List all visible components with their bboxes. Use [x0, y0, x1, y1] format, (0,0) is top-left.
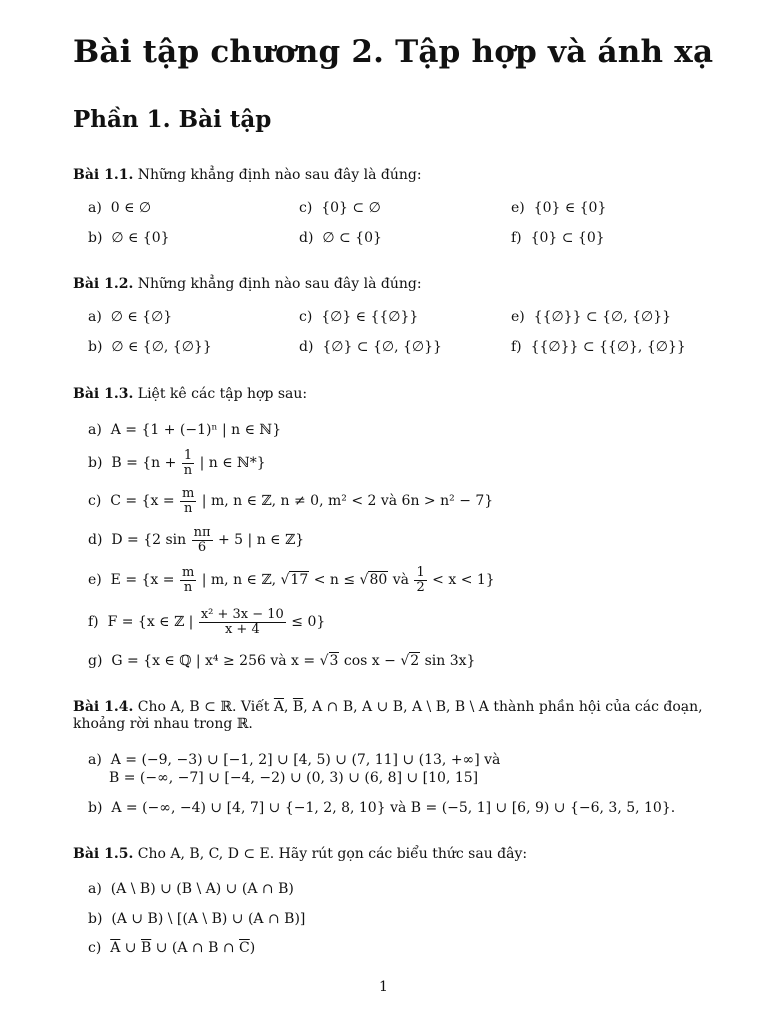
- set-c-lhs: C = {x =: [110, 493, 175, 510]
- fraction-numerator: nπ: [193, 525, 211, 540]
- item-expression: {0} ⊂ {0}: [530, 230, 605, 246]
- complement-b: $\overline{B}$: [140, 940, 152, 956]
- item-label: d): [299, 339, 314, 355]
- closing-paren: ): [249, 940, 256, 956]
- set-e-condition-2: < n ≤ √: [313, 572, 369, 589]
- exercise-label: Bài 1.2.: [73, 276, 134, 292]
- item-expression: {∅} ⊂ {∅, {∅}}: [322, 339, 442, 355]
- item-expression: {{∅}} ⊂ {∅, {∅}}: [533, 309, 672, 325]
- list-item: [88, 339, 212, 355]
- set-e-condition: | m, n ∈ ℤ, √: [201, 572, 290, 589]
- exercise-prompt: Liệt kê các tập hợp sau:: [137, 386, 308, 402]
- exercise-label: Bài 1.3.: [73, 386, 134, 402]
- list-item: [88, 911, 305, 927]
- item-expression: ∅ ⊂ {0}: [322, 230, 382, 246]
- item-label: e): [88, 572, 102, 589]
- complement-c: $\overline{C}$: [239, 940, 250, 956]
- item-label: c): [299, 309, 313, 325]
- item-label: a): [88, 422, 102, 438]
- list-item: [511, 309, 671, 325]
- expression: (A ∪ B) \ [(A \ B) ∪ (A ∩ B)]: [111, 911, 306, 927]
- item-expression: {∅} ∈ {{∅}}: [321, 309, 419, 325]
- item-expression: {0} ⊂ ∅: [321, 200, 381, 216]
- set-c-rhs: | m, n ∈ ℤ, n ≠ 0, m² < 2 và 6n > n² − 7}: [201, 493, 494, 510]
- item-expression: 0 ∈ ∅: [110, 200, 152, 216]
- list-item: [88, 566, 495, 594]
- list-item: [88, 487, 493, 515]
- set-g-rhs: sin 3x}: [424, 653, 476, 669]
- list-item: [88, 449, 266, 477]
- radicand: 3: [329, 653, 339, 669]
- set-e-rhs: < x < 1}: [432, 572, 495, 589]
- list-item: [88, 309, 172, 325]
- interval-b-definition: B = (−∞, −7] ∪ [−4, −2) ∪ (0, 3) ∪ (6, 8] ∪ [10, 15]: [109, 770, 479, 786]
- list-item: [88, 800, 675, 816]
- expression-middle: ∪ (A ∩ B ∩: [151, 940, 240, 956]
- fraction-numerator: m: [182, 486, 195, 501]
- item-label: f): [88, 614, 99, 631]
- set-d-lhs: D = {2 sin: [111, 532, 187, 549]
- item-label: b): [88, 230, 103, 246]
- exercise-1-2: [73, 276, 422, 292]
- item-label: b): [88, 800, 103, 816]
- item-label: e): [511, 309, 525, 325]
- fraction-numerator: x² + 3x − 10: [200, 607, 284, 622]
- list-item: [88, 653, 475, 669]
- list-item-continued: [109, 770, 478, 786]
- exercise-prompt: Cho A, B ⊂ ℝ. Viết: [137, 699, 270, 715]
- set-g-mid: cos x − √: [343, 653, 410, 669]
- section-heading: Phần 1. Bài tập: [73, 106, 272, 133]
- item-label: f): [511, 230, 522, 246]
- item-expression: {0} ∈ {0}: [533, 200, 607, 216]
- list-item: [299, 339, 442, 355]
- list-item: [511, 200, 606, 216]
- exercise-prompt-cont: , A ∩ B, A ∪ B, A \ B, B \ A thành phần hội của các đoạn,: [303, 699, 703, 715]
- fraction-denominator: x + 4: [224, 621, 260, 637]
- union-operator: ∪: [120, 940, 141, 956]
- item-label: a): [88, 309, 102, 325]
- radicand: 2: [410, 653, 420, 669]
- item-expression: {{∅}} ⊂ {{∅}, {∅}}: [530, 339, 686, 355]
- document-title: Bài tập chương 2. Tập hợp và ánh xạ: [73, 34, 714, 70]
- page-number: 1: [379, 979, 388, 995]
- expression: (A \ B) ∪ (B \ A) ∪ (A ∩ B): [110, 881, 294, 897]
- list-item: [511, 230, 605, 246]
- exercise-prompt: Những khẳng định nào sau đây là đúng:: [137, 167, 422, 183]
- list-item: [88, 940, 255, 956]
- list-item: [88, 608, 325, 636]
- item-expression: ∅ ∈ {∅}: [110, 309, 173, 325]
- set-b-rhs: | n ∈ ℕ*}: [199, 455, 266, 472]
- item-label: c): [88, 940, 102, 956]
- item-label: b): [88, 455, 103, 472]
- fraction-numerator: m: [181, 565, 195, 580]
- list-item: [88, 200, 151, 216]
- set-f-rhs: ≤ 0}: [291, 614, 326, 631]
- separator: ,: [284, 699, 289, 715]
- fraction-numerator: 1: [416, 565, 425, 580]
- fraction-denominator: 2: [416, 579, 425, 595]
- radicand: 17: [290, 572, 309, 589]
- complement-a: $\overline{A}$: [273, 699, 285, 715]
- set-g-lhs: G = {x ∈ ℚ | x⁴ ≥ 256 và x = √: [111, 653, 329, 669]
- list-item: [299, 230, 382, 246]
- radicand: 80: [369, 572, 388, 589]
- exercise-label: Bài 1.5.: [73, 846, 134, 862]
- fraction: [182, 449, 194, 477]
- item-label: a): [88, 752, 102, 768]
- exercise-1-1: [73, 167, 422, 183]
- item-label: d): [299, 230, 314, 246]
- set-f-lhs: F = {x ∈ ℤ |: [107, 614, 194, 631]
- item-label: e): [511, 200, 525, 216]
- list-item: [88, 230, 170, 246]
- item-label: g): [88, 653, 103, 669]
- item-expression: ∅ ∈ {∅, {∅}}: [111, 339, 212, 355]
- fraction-denominator: n: [183, 579, 193, 595]
- fraction: [180, 487, 196, 515]
- item-label: b): [88, 911, 103, 927]
- set-a-definition: A = {1 + (−1)ⁿ | n ∈ ℕ}: [110, 422, 282, 438]
- fraction: [192, 526, 213, 554]
- exercise-1-3: [73, 386, 307, 402]
- item-label: f): [511, 339, 522, 355]
- interval-a-definition: A = (−9, −3) ∪ [−1, 2] ∪ [4, 5) ∪ (7, 11] ∪ (13, +∞] và: [110, 752, 501, 768]
- list-item: [88, 422, 281, 438]
- set-e-lhs: E = {x =: [110, 572, 175, 589]
- list-item: [299, 309, 418, 325]
- set-d-rhs: + 5 | n ∈ ℤ}: [217, 532, 305, 549]
- interval-definition: A = (−∞, −4) ∪ [4, 7] ∪ {−1, 2, 8, 10} và B = (−5, 1] ∪ [6, 9) ∪ {−6, 3, 5, 10}.: [111, 800, 676, 816]
- list-item: [88, 526, 304, 554]
- list-item: [299, 200, 381, 216]
- item-label: a): [88, 200, 102, 216]
- exercise-prompt: Cho A, B, C, D ⊂ E. Hãy rút gọn các biểu thức sau đây:: [137, 846, 528, 862]
- fraction: [414, 566, 426, 594]
- exercise-1-4: [73, 699, 703, 715]
- exercise-label: Bài 1.1.: [73, 167, 134, 183]
- list-item: [88, 881, 294, 897]
- list-item: [511, 339, 686, 355]
- fraction-denominator: n: [183, 462, 193, 478]
- set-b-lhs: B = {n +: [111, 455, 177, 472]
- complement-b: $\overline{B}$: [292, 699, 304, 715]
- exercise-prompt: Những khẳng định nào sau đây là đúng:: [137, 276, 422, 292]
- exercise-prompt-line-2: khoảng rời nhau trong ℝ.: [73, 716, 253, 732]
- fraction-denominator: 6: [197, 539, 207, 555]
- item-label: c): [88, 493, 102, 510]
- fraction-numerator: 1: [183, 448, 193, 463]
- fraction-denominator: n: [183, 500, 193, 516]
- fraction: [199, 608, 286, 636]
- conjunction: và: [392, 572, 409, 589]
- fraction: [180, 566, 196, 594]
- list-item: [88, 752, 500, 768]
- item-label: c): [299, 200, 313, 216]
- exercise-label: Bài 1.4.: [73, 699, 134, 715]
- item-label: a): [88, 881, 102, 897]
- item-label: b): [88, 339, 103, 355]
- complement-a: $\overline{A}$: [110, 940, 121, 956]
- item-expression: ∅ ∈ {0}: [111, 230, 170, 246]
- item-label: d): [88, 532, 103, 549]
- exercise-1-5: [73, 846, 527, 862]
